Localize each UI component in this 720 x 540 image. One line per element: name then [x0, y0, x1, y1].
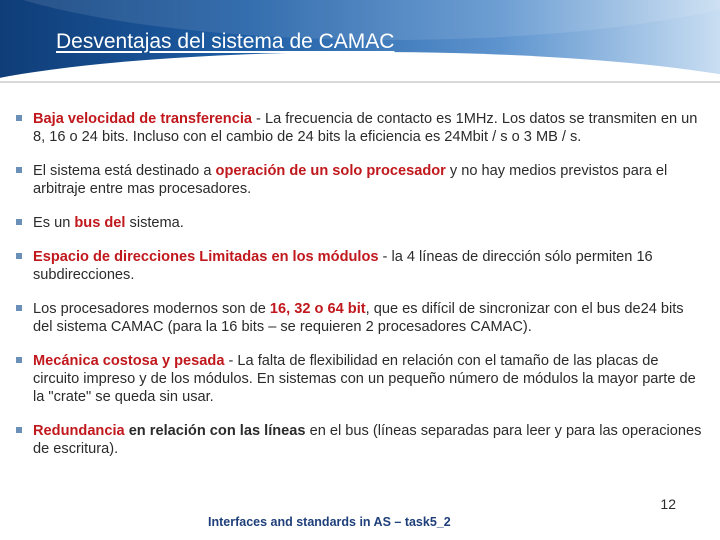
- bullet-marker-icon: [16, 427, 22, 433]
- bullet-emphasis: en relación con las líneas: [124, 423, 306, 439]
- bullet-text: Los procesadores modernos son de: [33, 301, 270, 317]
- bullet-highlight: Espacio de direcciones Limitadas en los módulos: [33, 249, 379, 265]
- bullet-text: Es un: [33, 215, 75, 231]
- bullet-marker-icon: [16, 305, 22, 311]
- bullet-text: - La falta de flexibilidad en relación con el tamaño de las placas de circuito impreso y de los módulos. En sistemas con un pequeño número de módulos la mayor parte de la "crate" se queda sin usar.: [33, 353, 696, 405]
- bullet-item: [16, 352, 706, 406]
- bullet-item: [16, 248, 706, 284]
- bullet-marker-icon: [16, 167, 22, 173]
- bullet-marker-icon: [16, 115, 22, 121]
- bullet-marker-icon: [16, 253, 22, 259]
- bullet-item: [16, 422, 706, 458]
- bullet-text: sistema.: [125, 215, 184, 231]
- bullet-list: [16, 110, 706, 474]
- banner-curve: [0, 52, 720, 78]
- page-number: 12: [660, 496, 676, 512]
- bullet-text: , que es difícil de sincronizar con el bus de24 bits del sistema CAMAC (para la 16 bits – se requieren 2 procesadores CAMAC).: [33, 301, 684, 335]
- bullet-text: - La frecuencia de contacto es 1MHz. Los datos se transmiten en un 8, 16 o 24 bits. Incluso con el cambio de 24 bits la eficiencia es 24Mbit / s o 3 MB / s.: [33, 111, 698, 145]
- slide-title: Desventajas del sistema de CAMAC: [56, 30, 395, 53]
- bullet-text: y no hay medios previstos para el arbitraje entre mas procesadores.: [33, 163, 668, 197]
- bullet-highlight: 16, 32 o 64 bit: [269, 301, 366, 317]
- bullet-highlight: Redundancia: [33, 423, 125, 439]
- bullet-item: [16, 110, 706, 146]
- bullet-highlight: bus del: [74, 215, 126, 231]
- footer-text: Interfaces and standards in AS – task5_2: [208, 515, 451, 529]
- bullet-text: El sistema está destinado a: [33, 163, 216, 179]
- bullet-highlight: operación de un solo procesador: [215, 163, 446, 179]
- bullet-highlight: Mecánica costosa y pesada: [33, 353, 225, 369]
- bullet-marker-icon: [16, 357, 22, 363]
- bullet-text: en el bus (líneas separadas para leer y para las operaciones de escritura).: [33, 423, 702, 457]
- bullet-highlight: Baja velocidad de transferencia: [33, 111, 252, 127]
- bullet-marker-icon: [16, 219, 22, 225]
- bullet-item: [16, 214, 706, 232]
- header-divider: [0, 81, 720, 83]
- title-banner: [0, 0, 720, 78]
- bullet-item: [16, 162, 706, 198]
- bullet-item: [16, 300, 706, 336]
- bullet-text: - la 4 líneas de dirección sólo permiten 16 subdirecciones.: [33, 249, 653, 283]
